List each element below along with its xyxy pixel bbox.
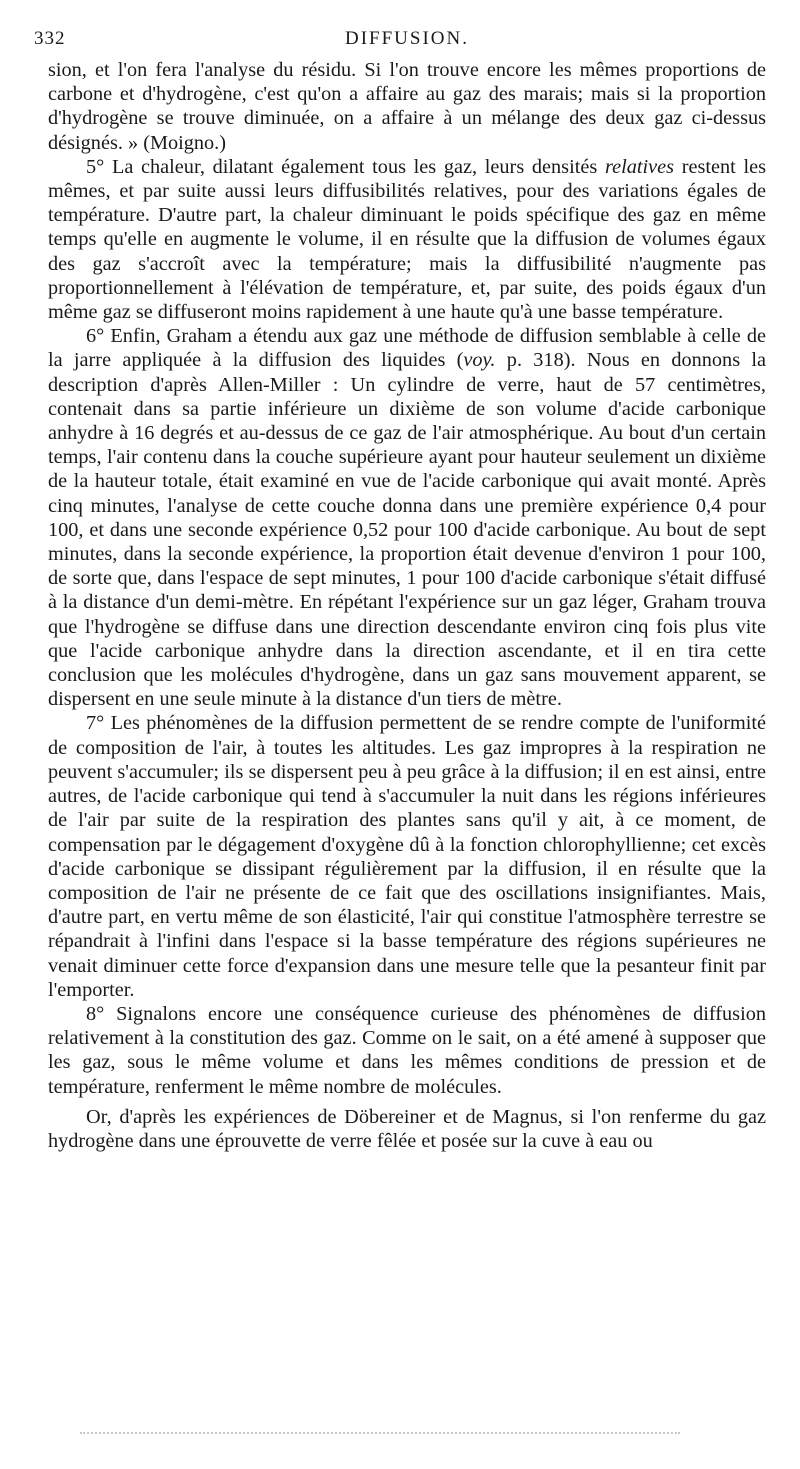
paragraph-6: [48, 324, 766, 711]
paragraph-continuation: sion, et l'on fera l'analyse du résidu. Si l'on trouve encore les mêmes proportions de carbone et d'hydrogène, c'est qu'on a affaire au gaz des marais; mais si la proportion d'hydrogène se trouve diminuée, on a affaire à un mélange des deux gaz ci-dessus désignés. » (Moigno.): [48, 59, 766, 154]
paragraph-6-text-before: 6° Enfin, Graham a étendu aux gaz une méthode de diffusion semblable à celle de la jarre appliquée à la diffusion des liquides (: [48, 325, 766, 372]
running-head: [34, 28, 766, 58]
page-number: 332: [34, 28, 66, 49]
paragraph-7: 7° Les phénomènes de la diffusion permettent de se rendre compte de l'uniformité de composition de l'air, à toutes les altitudes. Les gaz impropres à la respiration ne peuvent s'accumuler; ils se dispersent peu à peu grâce à la diffusion; il en est ainsi, entre autres, de l'acide carbonique qui tend à s'accumuler la nuit dans les régions inférieures de l'air par suite de la respiration des plantes sans qu'il y ait, à ce moment, de compensation par le dégagement d'oxygène dû à la fonction chlorophyllienne; cet excès d'acide carbonique se dissipant régulièrement par la diffusion, il en résulte que la composition de l'air ne présente de ce fait que des oscillations insignifiantes. Mais, d'autre part, en vertu même de son élasticité, l'air qui constitue l'atmosphère terrestre se répandrait à l'infini dans l'espace si la basse température des régions supérieures ne venait diminuer cette force d'expansion dans une mesure telle que la pesanteur finit par l'emporter.: [48, 712, 766, 1001]
paragraph-5-text-before: 5° La chaleur, dilatant également tous les gaz, leurs densités: [86, 155, 605, 178]
running-title: DIFFUSION.: [345, 28, 469, 49]
paragraph-5-emphasis: relatives: [604, 155, 675, 178]
paragraph-9: Or, d'après les expériences de Döbereiner et de Magnus, si l'on renferme du gaz hydrogène dans une éprouvette de verre fêlée et posée sur la cuve à eau ou: [48, 1105, 766, 1152]
paragraph-6-emphasis: voy.: [463, 349, 496, 372]
paragraph-5-text-after: restent les mêmes, et par suite aussi leurs diffusibilités relatives, pour des variations égales de température. D'autre part, la chaleur diminuant le poids spécifique des gaz en même temps qu'elle en augmente le volume, il en résulte que la diffusion de volumes égaux des gaz s'accroît avec la température; mais la diffusibilité n'augmente pas proportionnellement à l'élévation de température, et, par suite, des poids égaux d'un même gaz se diffuseront moins rapidement à une haute qu'à une basse température.: [48, 155, 766, 324]
footer-rule: [80, 1432, 680, 1434]
paragraph-6-text-after: p. 318). Nous en donnons la description d'après Allen-Miller : Un cylindre de verre, haut de 57 centimètres, contenait dans sa partie inférieure un dixième de son volume d'acide carbonique anhydre à 16 degrés et au-dessus de ce gaz de l'air atmosphérique. Au bout d'un certain temps, l'air contenu dans la couche supérieure ayant pour hauteur seulement un dixième de la hauteur totale, était examiné en vue de l'acide carbonique qui avait monté. Après cinq minutes, l'analyse de cette couche donna dans une première expérience 0,4 pour 100, et dans une seconde expérience 0,52 pour 100 d'acide carbonique. Au bout de sept minutes, dans la seconde expérience, la proportion était devenue d'environ 1 pour 100, de sorte que, dans l'espace de sept minutes, 1 pour 100 d'acide carbonique s'était diffusé à la distance d'un demi-mètre. En répétant l'expérience sur un gaz léger, Graham trouva que l'hydrogène se diffuse dans une direction descendante environ cinq fois plus vite que l'acide carbonique anhydre dans la direction ascendante, et il en tira cette conclusion que les molécules d'hydrogène, dans un gaz sans mouvement apparent, se dispersent en une seule minute à la distance d'un tiers de mètre.: [48, 349, 767, 711]
body-text: [48, 58, 766, 1153]
paragraph-5: [48, 155, 766, 324]
paragraph-8: 8° Signalons encore une conséquence curieuse des phénomènes de diffusion relativement à la constitution des gaz. Comme on le sait, on a été amené à supposer que les gaz, sous le même volume et dans les mêmes conditions de pression et de température, renferment le même nombre de molécules.: [48, 1002, 766, 1098]
document-page: [34, 28, 767, 1153]
